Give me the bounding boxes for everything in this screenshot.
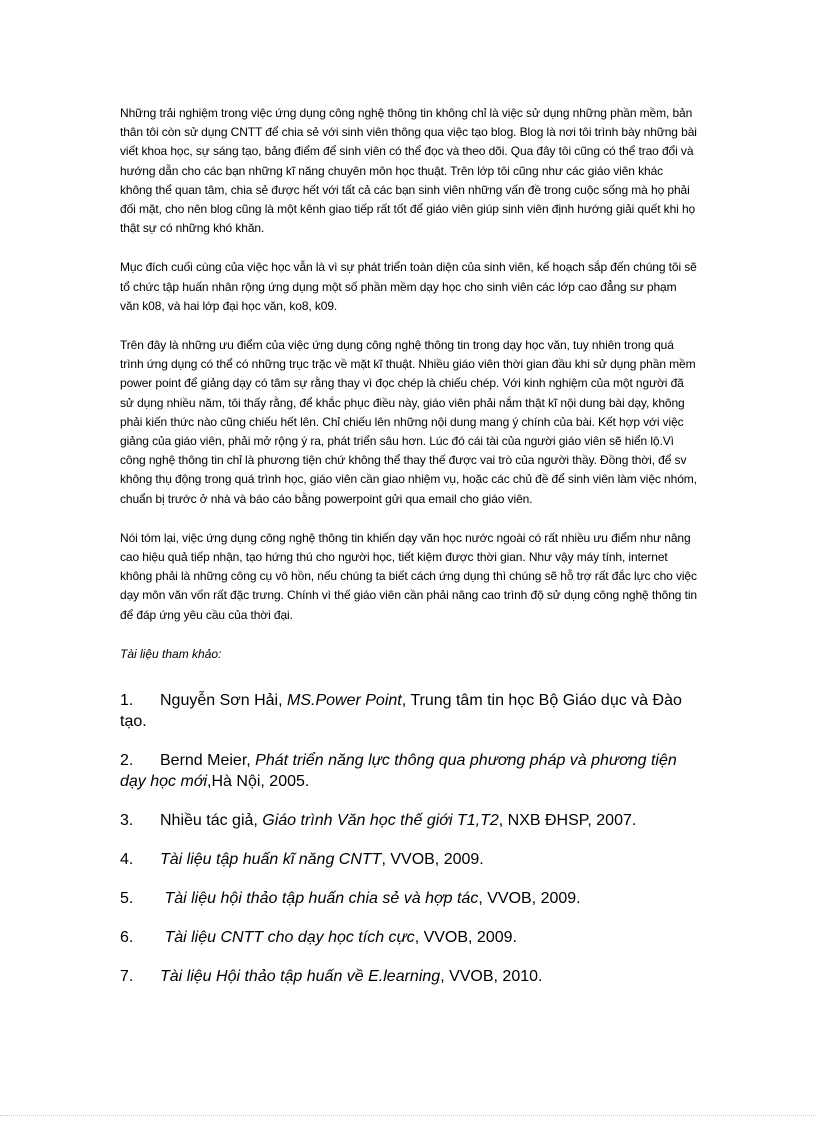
reference-number: 3. xyxy=(120,811,134,829)
reference-item xyxy=(120,888,698,909)
reference-item xyxy=(120,810,698,831)
reference-number: 4. xyxy=(120,850,134,868)
reference-item xyxy=(120,927,698,948)
paragraph-blog: Những trải nghiệm trong việc ứng dụng công nghệ thông tin không chỉ là việc sử dụng những phần mềm, bản thân tôi còn sử dụng CNTT để chia sẻ với sinh viên thông qua việc tạo blog. Blog là nơi tôi trình bày những bài viết khoa học, sự sáng tạo, bảng điểm để sinh viên có thể đọc và theo dõi. Qua đây tôi cũng có thể trao đổi và hướng dẫn cho các bạn những kĩ năng chuyên môn học thuật. Trên lớp tôi cũng như các giáo viên khác không thể quan tâm, chia sẻ được hết với tất cả các bạn sinh viên những vấn đề trong cuộc sống mà họ phải đối mặt, cho nên blog cũng là một kênh giao tiếp rất tốt để giáo viên giúp sinh viên định hướng giải quết khi họ thật sự có những khó khăn. xyxy=(120,106,697,236)
reference-author: Nhiều tác giả, xyxy=(160,811,263,829)
reference-item xyxy=(120,849,698,870)
paragraph-advantages: Trên đây là những ưu điểm của việc ứng dụng công nghệ thông tin trong dạy học văn, tuy nhiên trong quá trình ứng dụng có thể có những trục trặc về mặt kĩ thuật. Nhiều giáo viên thời gian đầu khi sử dụng phần mềm power point để giảng dạy có tâm sự rằng thay vì đọc chép là chiếu chép. Với kinh nghiệm của một người đã sử dụng nhiều năm, tôi thấy rằng, để khắc phục điều này, giáo viên phải nắm thật kĩ nội dung bài dạy, không phải kiến thức nào cũng chiếu hết lên. Chỉ chiếu lên những nội dung mang ý chính của bài. Kết hợp với việc giảng của giáo viên, phải mở rộng ý ra, phát triển sâu hơn. Lúc đó cái tài của người giáo viên sẽ hiển lộ.Vì công nghệ thông tin chỉ là phương tiện chứ không thể thay thế được vai trò của người thầy. Đồng thời, để sv không thụ động trong quá trình học, giáo viên cần giao nhiệm vụ, hoặc các chủ đề để sinh viên làm việc nhóm, chuẩn bị trước ở nhà và báo cáo bằng powerpoint gửi qua email cho giáo viên. xyxy=(120,338,697,506)
reference-title: Tài liệu hội thảo tập huấn chia sẻ và hợp tác xyxy=(164,889,479,907)
reference-author: Bernd Meier, xyxy=(160,751,256,769)
reference-title: MS.Power Point xyxy=(287,691,402,709)
paragraph-conclusion: Nói tóm lại, việc ứng dụng công nghệ thông tin khiến dạy văn học nước ngoài có rất nhiều ưu điểm như nâng cao hiệu quả tiếp nhận, tạo hứng thú cho người học, tiết kiệm được thời gian. Như vậy máy tính, internet không phải là những công cụ vô hồn, nếu chúng ta biết cách ứng dụng thì chúng sẽ hỗ trợ rất đắc lực cho việc dạy môn văn vốn rất đặc trưng. Chính vì thế giáo viên cần phải nâng cao trình độ sử dụng công nghệ thông tin để đáp ứng yêu cầu của thời đại. xyxy=(120,530,697,622)
reference-number: 7. xyxy=(120,967,134,985)
reference-publisher: , NXB ĐHSP, 2007. xyxy=(498,811,637,829)
reference-publisher: , VVOB, 2009. xyxy=(381,850,484,868)
references-heading: Tài liệu tham khảo: xyxy=(120,646,222,661)
page-bottom-border xyxy=(0,1115,816,1116)
reference-publisher: , VVOB, 2010. xyxy=(440,967,543,985)
references-list xyxy=(120,690,698,987)
reference-title: Giáo trình Văn học thế giới T1,T2 xyxy=(262,811,499,829)
reference-number: 1. xyxy=(120,691,134,709)
reference-item xyxy=(120,690,698,732)
reference-number: 2. xyxy=(120,751,134,769)
reference-title: Tài liệu tập huấn kĩ năng CNTT xyxy=(160,850,382,868)
reference-item xyxy=(120,750,698,792)
reference-title: Tài liệu CNTT cho dạy học tích cực xyxy=(164,928,415,946)
reference-number: 6. xyxy=(120,928,134,946)
reference-item xyxy=(120,966,698,987)
reference-publisher: , VVOB, 2009. xyxy=(414,928,517,946)
document-page xyxy=(120,104,698,1005)
reference-title: Phát triển năng lực thông qua phương pháp và phương tiện dạy học mới xyxy=(120,751,677,790)
reference-title: Tài liệu Hội thảo tập huấn về E.learning xyxy=(160,967,441,985)
reference-author: Nguyễn Sơn Hải, xyxy=(160,691,287,709)
reference-publisher: ,Hà Nội, 2005. xyxy=(207,772,310,790)
reference-publisher: , Trung tâm tin học Bộ Giáo dục và Đào tạo. xyxy=(120,691,682,730)
paragraph-goal: Mục đích cuối cùng của việc học vẫn là vì sự phát triển toàn diện của sinh viên, kế hoạch sắp đến chúng tôi sẽ tổ chức tập huấn nhân rộng ứng dụng một số phần mềm dạy học cho sinh viên các lớp cao đẳng sư phạm văn k08, và hai lớp đại học văn, ko8, k09. xyxy=(120,260,697,313)
reference-publisher: , VVOB, 2009. xyxy=(478,889,581,907)
reference-number: 5. xyxy=(120,889,134,907)
